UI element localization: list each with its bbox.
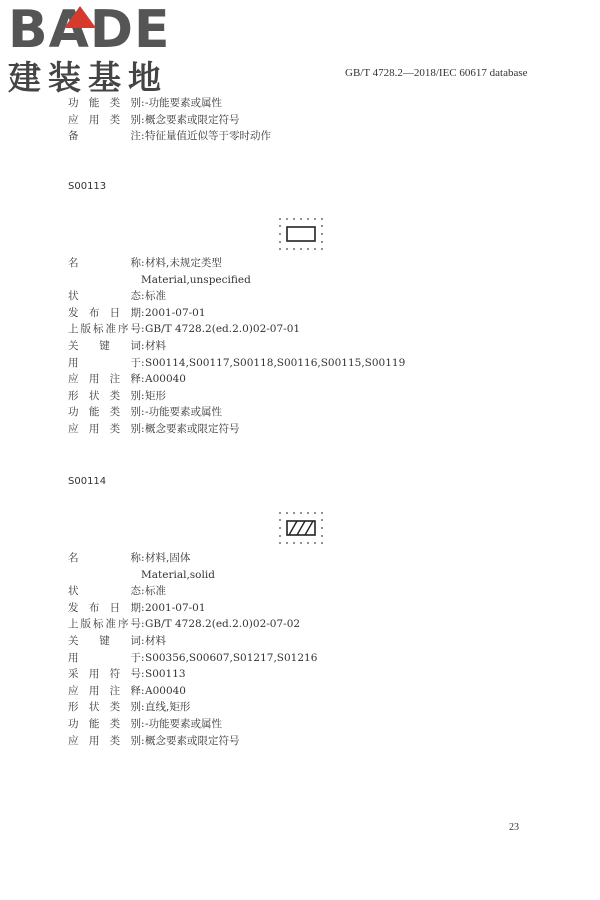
field-separator: : (141, 635, 145, 647)
field-row (68, 288, 166, 304)
field-value: 直线,矩形 (145, 701, 191, 714)
entry-code: S00113 (68, 181, 107, 192)
field-row (68, 371, 186, 387)
field-separator: : (141, 406, 145, 419)
field-value: 矩形 (145, 389, 166, 402)
field-label: 状 态 (68, 290, 141, 303)
field-label: 发 布 日 期 (68, 306, 141, 319)
field-row (68, 255, 222, 271)
field-value: 概念要素或限定符号 (145, 113, 240, 126)
field-separator: : (141, 323, 145, 336)
field-row (68, 616, 300, 632)
field-value: -功能要素或属性 (145, 406, 223, 419)
field-value: GB/T 4728.2(ed.2.0)02-07-02 (145, 618, 301, 631)
field-row (68, 321, 300, 337)
field-value: 标准 (145, 290, 166, 303)
field-row (68, 583, 166, 599)
field-separator: : (141, 734, 145, 747)
field-value: 材料 (145, 340, 166, 352)
field-label: 名 称 (68, 257, 141, 269)
field-separator: : (141, 389, 145, 402)
field-row (68, 699, 190, 715)
field-label: 应 用 类 别 (68, 113, 141, 126)
field-label: 上 版 标 准 序 号 (68, 323, 141, 336)
field-english-name: Material,unspecified (141, 273, 251, 286)
field-value: 材料 (145, 635, 166, 647)
field-value: S00113 (145, 668, 186, 681)
field-label: 上 版 标 准 序 号 (68, 618, 141, 631)
field-value: 特征量值近似等于零时动作 (145, 130, 271, 142)
field-row (68, 733, 240, 749)
field-separator: : (141, 340, 145, 352)
field-value: GB/T 4728.2(ed.2.0)02-07-01 (145, 323, 301, 336)
field-separator: : (141, 618, 145, 631)
field-row (68, 633, 166, 649)
field-row (68, 650, 317, 666)
field-row (68, 550, 190, 566)
field-label: 应 用 类 别 (68, 423, 141, 435)
field-row (68, 388, 166, 404)
field-separator: : (141, 585, 145, 598)
standard-header: GB/T 4728.2—2018/IEC 60617 database (345, 67, 528, 79)
field-value: -功能要素或属性 (145, 718, 223, 730)
field-separator: : (141, 651, 145, 664)
field-row (68, 355, 405, 371)
field-value: S00356,S00607,S01217,S01216 (145, 651, 318, 664)
field-english-name: Material,solid (141, 568, 215, 581)
field-label: 采 用 符 号 (68, 668, 141, 681)
field-row (68, 666, 186, 682)
logo-brand-text: BADE (8, 0, 171, 60)
field-separator: : (141, 423, 145, 435)
field-separator: : (141, 97, 145, 109)
field-label: 应 用 注 释 (68, 684, 141, 697)
field-label: 功 能 类 别 (68, 718, 141, 730)
field-label: 功 能 类 别 (68, 97, 141, 109)
field-separator: : (141, 306, 145, 319)
field-separator: : (141, 130, 145, 142)
field-value: A00040 (145, 684, 186, 697)
field-row (68, 683, 186, 699)
field-value: 标准 (145, 585, 166, 598)
field-label: 用 于 (68, 356, 141, 369)
field-value: S00114,S00117,S00118,S00116,S00115,S00119 (145, 356, 406, 369)
field-row (68, 95, 222, 111)
field-label: 形 状 类 别 (68, 701, 141, 714)
field-value: A00040 (145, 373, 186, 386)
field-separator: : (141, 113, 145, 126)
field-row (68, 338, 166, 354)
field-separator: : (141, 290, 145, 303)
field-label: 发 布 日 期 (68, 601, 141, 614)
field-label: 关 键 词 (68, 635, 141, 647)
field-label: 关 键 词 (68, 340, 141, 352)
field-label: 应 用 类 别 (68, 734, 141, 747)
field-separator: : (141, 601, 145, 614)
material-solid-symbol-icon (278, 511, 326, 549)
field-value: 概念要素或限定符号 (145, 734, 240, 747)
field-label: 备 注 (68, 130, 141, 142)
field-label: 名 称 (68, 552, 141, 564)
logo-chinese-text: 建装基地 (8, 58, 168, 97)
field-row (68, 600, 206, 616)
field-separator: : (141, 668, 145, 681)
field-row (68, 112, 240, 128)
field-separator: : (141, 257, 145, 269)
field-row (68, 421, 240, 437)
field-separator: : (141, 684, 145, 697)
field-row (68, 716, 222, 732)
field-separator: : (141, 356, 145, 369)
page-number: 23 (509, 822, 519, 833)
field-row (68, 404, 222, 420)
field-value: 2001-07-01 (145, 601, 206, 614)
logo-accent-triangle (64, 6, 96, 28)
field-value: -功能要素或属性 (145, 97, 223, 109)
field-label: 形 状 类 别 (68, 389, 141, 402)
field-separator: : (141, 718, 145, 730)
field-label: 用 于 (68, 651, 141, 664)
field-row (68, 305, 206, 321)
entry-code: S00114 (68, 476, 107, 487)
field-row (68, 128, 271, 144)
field-label: 状 态 (68, 585, 141, 598)
field-separator: : (141, 701, 145, 714)
field-separator: : (141, 373, 145, 386)
bade-logo (8, 0, 183, 97)
field-value: 材料,固体 (145, 552, 191, 564)
field-value: 概念要素或限定符号 (145, 423, 240, 435)
field-value: 2001-07-01 (145, 306, 206, 319)
field-value: 材料,未规定类型 (145, 257, 222, 269)
field-separator: : (141, 552, 145, 564)
field-label: 功 能 类 别 (68, 406, 141, 419)
material-unspecified-symbol-icon (278, 217, 326, 255)
field-label: 应 用 注 释 (68, 373, 141, 386)
